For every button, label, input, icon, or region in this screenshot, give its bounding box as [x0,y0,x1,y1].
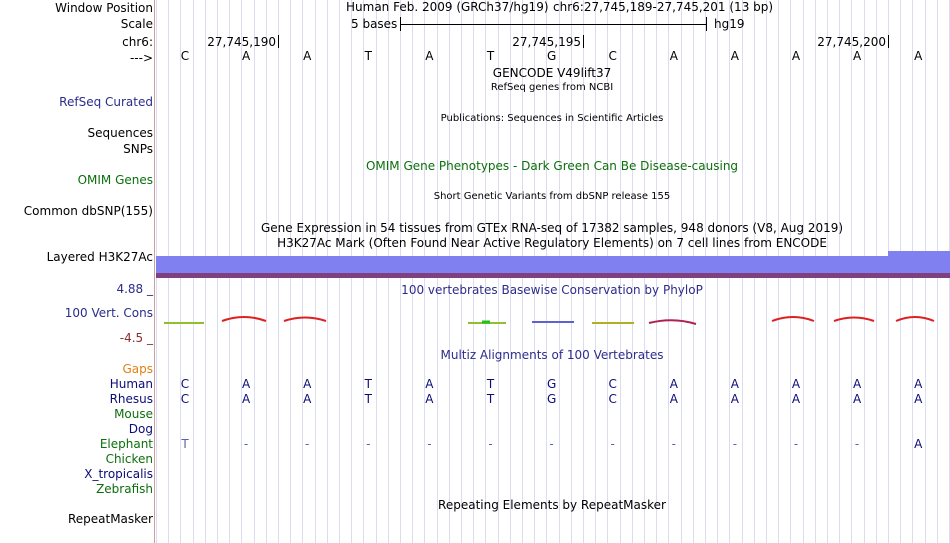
elephant-base: - [427,437,432,451]
track-title-phylop[interactable]: 100 vertebrates Basewise Conservation by PhyloP [401,283,703,297]
cons-min-label: -4.5 _ [119,331,153,345]
window-position-label: Window Position [55,1,153,15]
human-base: A [303,377,312,391]
species-label[interactable]: Zebrafish [96,482,153,496]
assembly-title: Human Feb. 2009 (GRCh37/hg19) [346,0,549,14]
rhesus-base: A [425,392,434,406]
species-label[interactable]: Gaps [122,362,153,376]
ruler-tick [583,35,584,48]
elephant-base: - [610,437,615,451]
track-title-publications[interactable]: Publications: Sequences in Scientific Articles [440,113,664,124]
chrom-label: chr6: [122,35,153,49]
elephant-base: - [854,437,860,451]
track-title-h3k27ac[interactable]: H3K27Ac Mark (Often Found Near Active Regulatory Elements) on 7 cell lines from ENCODE [277,236,827,250]
elephant-base: - [243,437,249,451]
track-label-sequences[interactable]: Sequences [87,126,153,140]
rhesus-base: G [546,392,557,406]
h3k27ac-signal-peak[interactable] [888,251,950,273]
human-base: A [914,377,923,391]
species-label[interactable]: Human [109,377,153,391]
species-label[interactable]: Chicken [105,452,153,466]
scale-bar [400,24,706,25]
scale-db: hg19 [714,17,745,31]
human-base: A [425,377,434,391]
human-base: T [486,377,495,391]
elephant-base: A [914,437,923,451]
human-base: C [180,377,190,391]
track-label-refseq[interactable]: RefSeq Curated [59,95,153,109]
phylop-bar [772,317,814,321]
species-label[interactable]: Mouse [114,407,153,421]
rhesus-base: T [486,392,495,406]
track-label-snps[interactable]: SNPs [123,142,153,156]
human-base: A [730,377,739,391]
base-letter: A [303,49,312,63]
base-letter: A [914,49,923,63]
elephant-base: - [732,437,738,451]
human-base: T [364,377,372,391]
ruler-tick [278,35,279,48]
phylop-bar [649,320,696,324]
track-title-gencode[interactable]: GENCODE V49lift37 [492,66,612,80]
strand-arrow[interactable]: ---> [129,51,153,65]
ruler-tick-label: 27,745,200 [817,35,886,49]
species-label[interactable]: Rhesus [109,392,153,406]
phylop-bar [896,317,934,321]
phylop-bar [834,318,874,322]
human-base: A [791,377,801,391]
scale-bar-right-cap [706,17,707,31]
ruler-tick [888,35,889,48]
base-letter: A [669,49,678,63]
human-base: A [669,377,678,391]
track-title-repeatmasker[interactable]: Repeating Elements by RepeatMasker [438,498,666,512]
base-letter: A [791,49,801,63]
elephant-base: - [366,437,371,451]
human-base: A [852,377,862,391]
human-base: C [608,377,617,391]
rhesus-base: C [608,392,617,406]
track-label-cons[interactable]: 100 Vert. Cons [64,306,153,320]
elephant-base: - [549,437,554,451]
elephant-base: - [488,437,493,451]
position-readout: chr6:27,745,189-27,745,201 (13 bp) [553,0,774,14]
human-base: A [241,377,251,391]
base-letter: C [608,49,617,63]
base-letter: T [486,49,495,63]
phylop-bar [222,317,266,321]
base-letter: A [730,49,739,63]
elephant-base: T [181,437,189,451]
human-base: G [546,377,557,391]
scale-text: 5 bases [351,17,398,31]
h3k27ac-signal[interactable] [156,256,888,273]
rhesus-base: A [730,392,739,406]
elephant-base: - [671,437,676,451]
track-title-omim[interactable]: OMIM Gene Phenotypes - Dark Green Can Be Disease-causing [365,159,739,173]
cons-max-label: 4.88 _ [116,282,153,296]
scale-label: Scale [120,17,153,31]
rhesus-base: A [791,392,801,406]
track-title-gtex[interactable]: Gene Expression in 54 tissues from GTEx RNA-seq of 17382 samples, 948 donors (V8, Aug 2019) [260,221,844,235]
track-label-repeatmasker[interactable]: RepeatMasker [67,512,153,526]
rhesus-base: A [852,392,862,406]
track-title-refseq[interactable]: RefSeq genes from NCBI [490,82,614,93]
scale-bar-left-cap [400,17,401,31]
ruler-tick-label: 27,745,195 [512,35,581,49]
h3k27ac-baseline [156,273,950,278]
rhesus-base: A [669,392,678,406]
track-label-omim[interactable]: OMIM Genes [77,173,153,187]
track-label-h3k27ac[interactable]: Layered H3K27Ac [46,250,153,264]
elephant-base: - [793,437,799,451]
rhesus-base: A [303,392,312,406]
rhesus-base: T [364,392,372,406]
species-label[interactable]: X_tropicalis [84,467,153,481]
base-letter: T [364,49,372,63]
elephant-base: - [305,437,310,451]
base-letter: A [425,49,434,63]
phylop-signal[interactable] [156,310,950,330]
track-title-dbsnp[interactable]: Short Genetic Variants from dbSNP release 155 [433,191,671,202]
rhesus-base: A [914,392,923,406]
phylop-bar [284,318,326,322]
ruler-tick-label: 27,745,190 [207,35,276,49]
base-letter: C [180,49,190,63]
track-title-multiz[interactable]: Multiz Alignments of 100 Vertebrates [440,348,664,362]
base-letter: G [546,49,557,63]
base-letter: A [241,49,251,63]
rhesus-base: A [241,392,251,406]
species-label[interactable]: Dog [128,422,153,436]
species-label[interactable]: Elephant [99,437,153,451]
label-separator [154,0,155,543]
track-label-dbsnp[interactable]: Common dbSNP(155) [23,204,153,218]
base-letter: A [852,49,862,63]
rhesus-base: C [180,392,190,406]
